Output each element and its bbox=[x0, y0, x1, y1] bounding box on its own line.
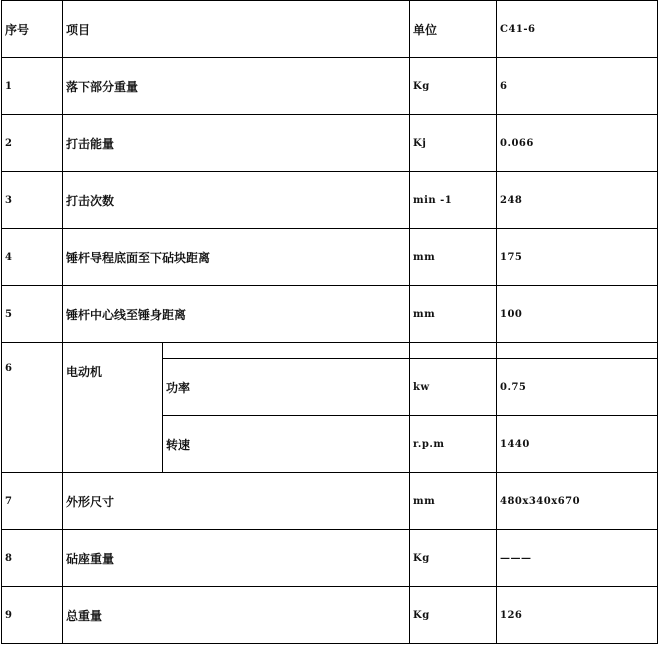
row-unit: min -1 bbox=[410, 172, 497, 229]
motor-sub-item: 转速 bbox=[163, 416, 410, 473]
row-unit: mm bbox=[410, 229, 497, 286]
motor-item: 电动机 bbox=[63, 343, 163, 473]
motor-sub-unit: r.p.m bbox=[410, 416, 497, 473]
row-item: 外形尺寸 bbox=[63, 473, 410, 530]
row-value: 0.066 bbox=[497, 115, 658, 172]
table-row bbox=[2, 172, 658, 229]
row-value: 175 bbox=[497, 229, 658, 286]
header-model: C41-6 bbox=[497, 1, 658, 58]
table-row bbox=[2, 115, 658, 172]
motor-row bbox=[2, 343, 658, 359]
row-value: 6 bbox=[497, 58, 658, 115]
row-value: 126 bbox=[497, 587, 658, 644]
motor-sub-unit: kw bbox=[410, 359, 497, 416]
row-item: 打击次数 bbox=[63, 172, 410, 229]
row-value: 480x340x670 bbox=[497, 473, 658, 530]
spec-table bbox=[1, 0, 658, 644]
row-item: 落下部分重量 bbox=[63, 58, 410, 115]
motor-blank-value bbox=[497, 343, 658, 359]
row-item: 锤杆中心线至锤身距离 bbox=[63, 286, 410, 343]
row-no: 9 bbox=[2, 587, 63, 644]
row-value: 100 bbox=[497, 286, 658, 343]
row-no: 8 bbox=[2, 530, 63, 587]
motor-blank-unit bbox=[410, 343, 497, 359]
table-row bbox=[2, 473, 658, 530]
motor-sub-value: 0.75 bbox=[497, 359, 658, 416]
table-row bbox=[2, 587, 658, 644]
row-unit: mm bbox=[410, 286, 497, 343]
row-item: 总重量 bbox=[63, 587, 410, 644]
row-unit: Kg bbox=[410, 587, 497, 644]
header-unit: 单位 bbox=[410, 1, 497, 58]
motor-no: 6 bbox=[2, 343, 63, 473]
row-value: ——— bbox=[497, 530, 658, 587]
row-no: 2 bbox=[2, 115, 63, 172]
row-item: 锤杆导程底面至下砧块距离 bbox=[63, 229, 410, 286]
row-unit: Kg bbox=[410, 530, 497, 587]
motor-blank-item bbox=[163, 343, 410, 359]
row-no: 3 bbox=[2, 172, 63, 229]
row-unit: mm bbox=[410, 473, 497, 530]
motor-sub-value: 1440 bbox=[497, 416, 658, 473]
header-no: 序号 bbox=[2, 1, 63, 58]
table-row bbox=[2, 58, 658, 115]
row-no: 4 bbox=[2, 229, 63, 286]
row-item: 打击能量 bbox=[63, 115, 410, 172]
header-item: 项目 bbox=[63, 1, 410, 58]
table-row bbox=[2, 286, 658, 343]
table-row bbox=[2, 229, 658, 286]
motor-sub-item: 功率 bbox=[163, 359, 410, 416]
row-no: 7 bbox=[2, 473, 63, 530]
row-item: 砧座重量 bbox=[63, 530, 410, 587]
row-unit: Kj bbox=[410, 115, 497, 172]
table-row bbox=[2, 530, 658, 587]
table-header-row bbox=[2, 1, 658, 58]
row-unit: Kg bbox=[410, 58, 497, 115]
row-no: 1 bbox=[2, 58, 63, 115]
row-no: 5 bbox=[2, 286, 63, 343]
row-value: 248 bbox=[497, 172, 658, 229]
